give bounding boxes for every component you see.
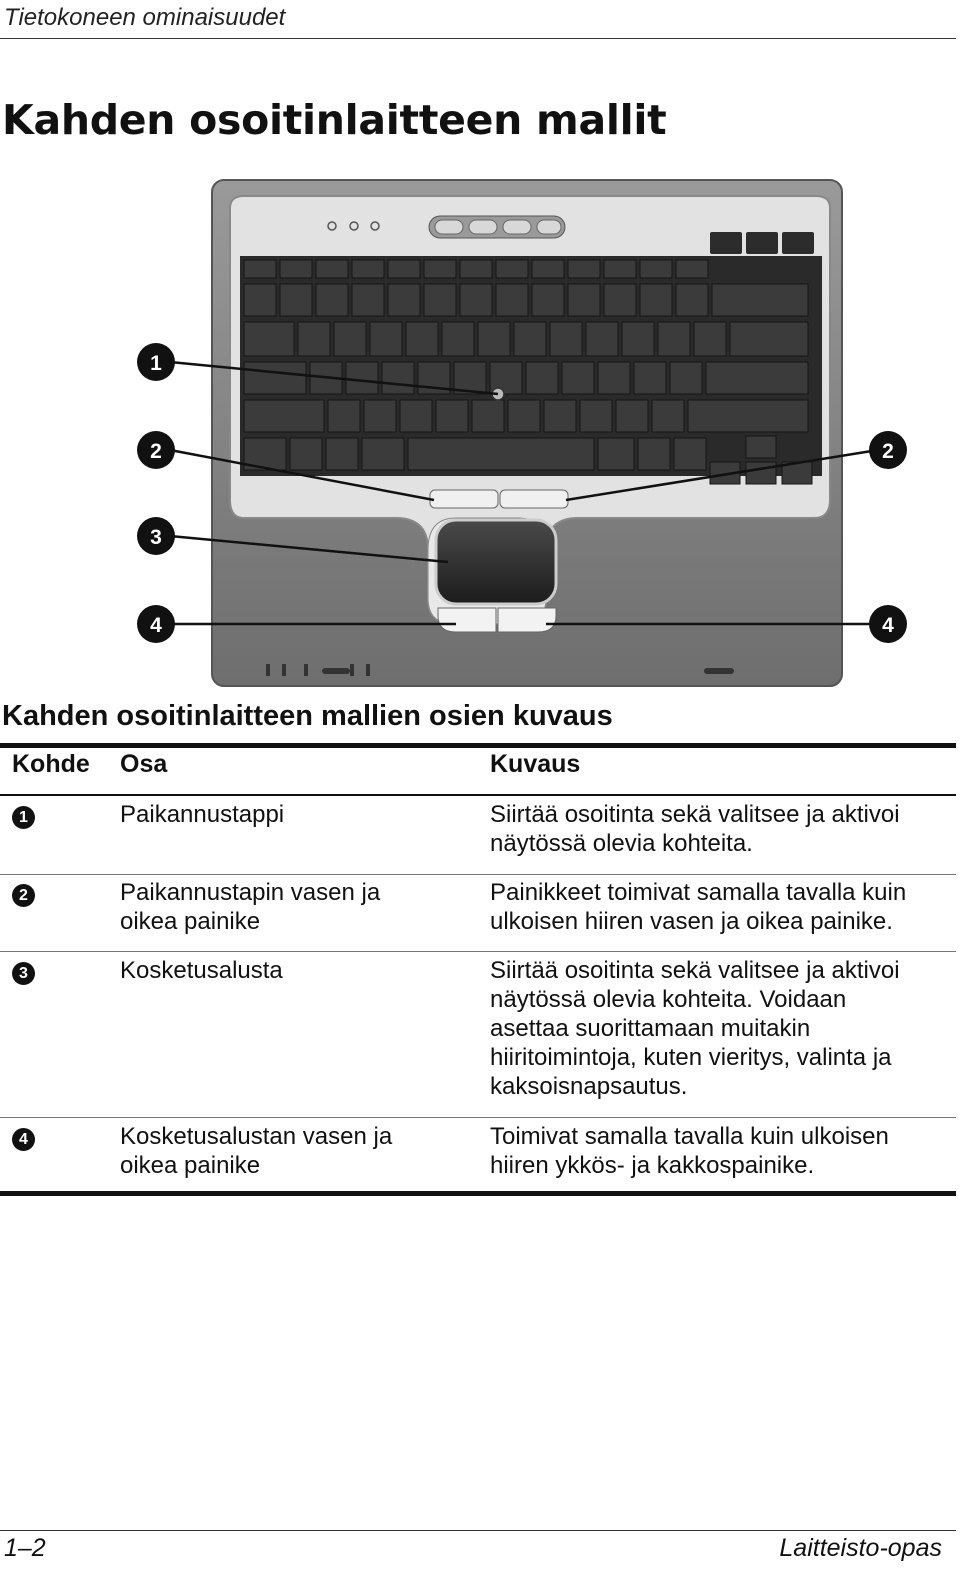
description-line: Toimivat samalla tavalla kuin ulkoisen [490,1123,889,1150]
description-line: näytössä olevia kohteita. Voidaan [490,986,847,1013]
part-line: Paikannustappi [120,801,285,828]
description-line: kaksoisnapsautus. [490,1073,688,1100]
row-separator [0,874,956,875]
row-number-badge: 1 [12,806,35,829]
running-head: Tietokoneen ominaisuudet [4,4,286,31]
description-line: asettaa suorittamaan muitakin [490,1015,811,1042]
laptop-keyboard-illustration [126,178,926,690]
part-line: Kosketusalusta [120,957,283,984]
callout-4-left-label: 4 [150,614,162,637]
header-rule [0,38,956,39]
description-line: Painikkeet toimivat samalla tavalla kuin [490,879,907,906]
part-cell [120,1122,392,1180]
section-title: Kahden osoitinlaitteen mallien osien kuvaus [2,700,613,732]
description-cell [490,878,906,936]
part-line: oikea painike [120,1152,261,1179]
part-line: Paikannustapin vasen ja [120,879,381,906]
description-line: ulkoisen hiiren vasen ja oikea painike. [490,908,893,935]
description-cell [490,800,900,858]
column-header-kohde: Kohde [12,750,90,778]
row-separator [0,1117,956,1118]
row-number-badge: 2 [12,884,35,907]
page-title: Kahden osoitinlaitteen mallit [2,96,667,144]
pointing-stick-right-button [500,490,568,508]
pointing-stick-left-button [430,490,498,508]
callout-4-right-label: 4 [882,614,894,637]
description-line: hiiritoimintoja, kuten vieritys, valinta ja [490,1044,892,1071]
table-bottom-rule [0,1191,956,1196]
part-line: oikea painike [120,908,261,935]
footer-doc-title: Laitteisto-opas [779,1534,942,1562]
row-separator [0,951,956,952]
column-header-osa: Osa [120,750,168,778]
part-cell [120,956,283,985]
touchpad-right-button [498,608,556,632]
part-cell [120,800,284,829]
callout-2-left-label: 2 [150,440,162,463]
part-cell [120,878,380,936]
description-cell [490,1122,889,1180]
touchpad [436,520,556,604]
description-line: hiiren ykkös- ja kakkospainike. [490,1152,815,1179]
description-line: Siirtää osoitinta sekä valitsee ja aktivoi [490,957,900,984]
description-line: näytössä olevia kohteita. [490,830,753,857]
callout-3-label: 3 [150,526,162,549]
footer-rule [0,1530,956,1531]
table-header-rule [0,794,956,796]
table-top-rule [0,743,956,748]
touchpad-left-button [438,608,496,632]
callout-2-right-label: 2 [882,440,894,463]
description-cell [490,956,900,1101]
row-number-badge: 3 [12,962,35,985]
description-line: Siirtää osoitinta sekä valitsee ja aktivoi [490,801,900,828]
callout-1-label: 1 [150,352,162,375]
column-header-kuvaus: Kuvaus [490,750,581,778]
part-line: Kosketusalustan vasen ja [120,1123,393,1150]
footer-page-number: 1–2 [4,1534,46,1562]
row-number-badge: 4 [12,1128,35,1151]
